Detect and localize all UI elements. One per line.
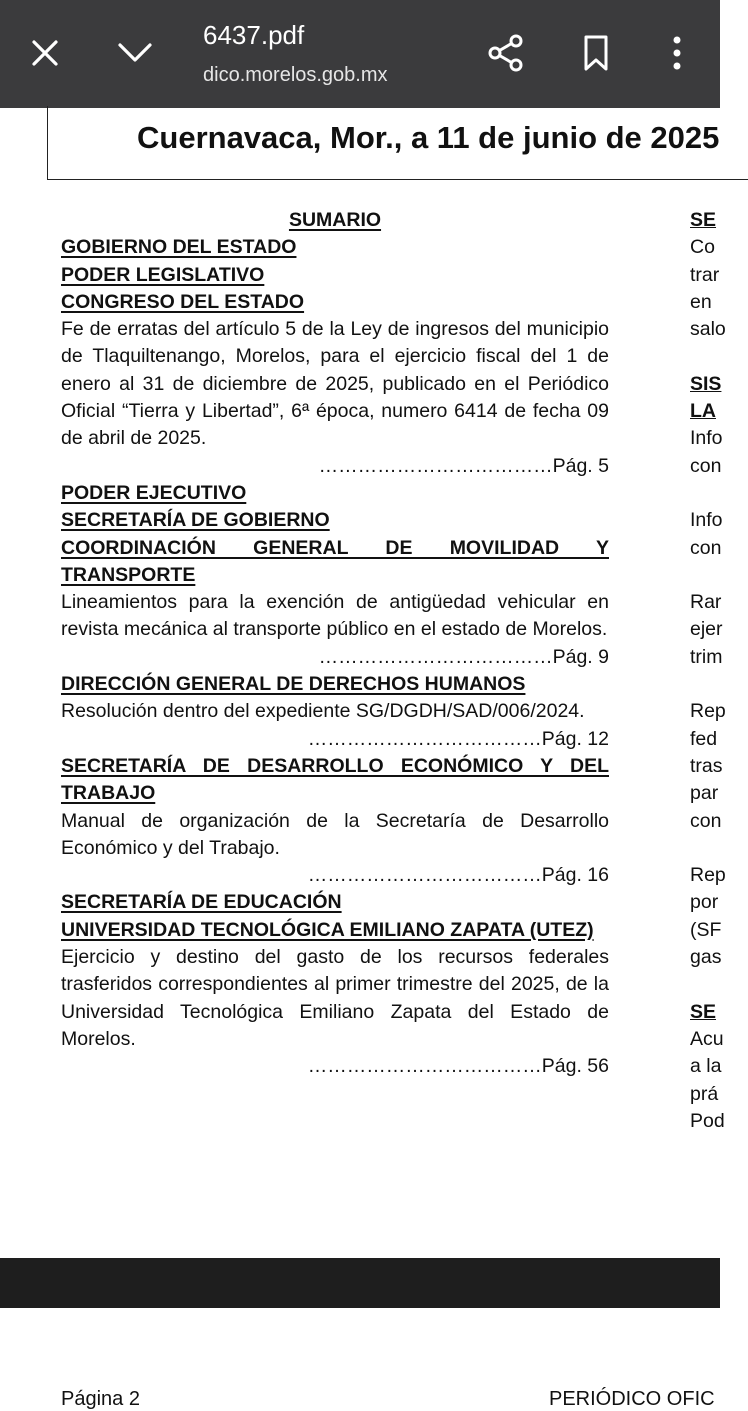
right-column-line: en [690, 290, 712, 313]
page-number: Página 2 [61, 1388, 140, 1410]
section-heading: CONGRESO DEL ESTADO [61, 290, 305, 313]
right-column-line: Acu [690, 1027, 724, 1050]
section-description: Ejercicio y destino del gasto de los recursos federales trasferidos correspondientes al primer trimestre del 2025, de la Universidad Tecnológica Emiliano Zapata del Estado de Morelos. [61, 946, 609, 1050]
right-column-line [690, 562, 730, 589]
section-heading: PODER EJECUTIVO [61, 481, 247, 504]
right-column-line [690, 480, 730, 507]
right-column-line: Rep [690, 700, 726, 723]
section-heading: SECRETARÍA DE EDUCACIÓN [61, 891, 342, 914]
section-heading: DIRECCIÓN GENERAL DE DERECHOS HUMANOS [61, 673, 526, 696]
page-header-box [47, 106, 748, 180]
right-column-line: LA [690, 400, 716, 423]
right-column-line: SE [690, 209, 717, 231]
right-column-line: fed [690, 727, 718, 750]
more-options-icon[interactable] [660, 30, 694, 76]
section-heading: COORDINACIÓN GENERAL DE MOVILIDAD Y TRANSPORTE [61, 536, 609, 586]
right-column-fragment [690, 207, 730, 1135]
section-description: Fe de erratas del artículo 5 de la Ley de ingresos del municipio de Tlaquiltenango, Morelos, para el ejercicio fiscal del 1 de enero al 31 de diciembre de 2025, publicado en el Periódico Oficial “Tierra y Libertad”, 6ª época, numero 6414 de fecha 09 de abril de 2025. [61, 318, 609, 450]
right-column-line: con [690, 536, 722, 559]
document-title: 6437.pdf [203, 20, 305, 50]
section-heading: SECRETARÍA DE GOBIERNO [61, 509, 330, 532]
section-description: Resolución dentro del expediente SG/DGDH/SAD/006/2024. [61, 700, 585, 723]
dateline: Cuernavaca, Mor., a 11 de junio de 2025 [137, 120, 720, 155]
publication-name: PERIÓDICO OFIC [549, 1388, 715, 1410]
section-heading: GOBIERNO DEL ESTADO [61, 236, 297, 259]
pdf-page [0, 108, 726, 1258]
page-reference[interactable]: ………………………………Pág. 12 [307, 727, 609, 750]
right-column-line: Co [690, 236, 715, 259]
sumario-column [61, 207, 609, 1081]
pdf-viewer-toolbar [0, 0, 720, 108]
next-page-footer [0, 1308, 720, 1411]
right-column-line: a la [690, 1055, 722, 1078]
right-column-line: con [690, 454, 722, 477]
right-column-line: gas [690, 946, 722, 969]
page-reference[interactable]: ………………………………Pág. 56 [307, 1055, 609, 1078]
right-column-line: (SF [690, 918, 722, 941]
section-heading: UNIVERSIDAD TECNOLÓGICA EMILIANO ZAPATA (UTEZ) [61, 918, 594, 941]
section-description: Lineamientos para la exención de antigüedad vehicular en revista mecánica al transporte público en el estado de Morelos. [61, 591, 609, 641]
sumario-title: SUMARIO [288, 209, 382, 231]
right-column-line: SIS [690, 372, 722, 395]
right-column-line: tras [690, 754, 723, 777]
right-column-line: salo [690, 318, 726, 341]
bookmark-icon[interactable] [576, 30, 616, 76]
right-column-line [690, 343, 730, 370]
right-column-line: prá [690, 1082, 719, 1105]
right-column-line: ejer [690, 618, 723, 641]
right-column-line: Rep [690, 864, 726, 887]
page-reference[interactable]: ………………………………Pág. 16 [307, 864, 609, 887]
page-reference[interactable]: ………………………………Pág. 5 [318, 454, 609, 477]
right-column-line [690, 835, 730, 862]
right-column-line [690, 671, 730, 698]
right-column-line [690, 971, 730, 998]
right-column-line: SE [690, 1000, 717, 1023]
right-column-line: Pod [690, 1109, 725, 1132]
page-reference[interactable]: ………………………………Pág. 9 [318, 645, 609, 668]
right-column-line: par [690, 782, 719, 805]
right-column-line: trar [690, 263, 720, 286]
right-column-line: trim [690, 645, 723, 668]
section-heading: SECRETARÍA DE DESARROLLO ECONÓMICO Y DEL TRABAJO [61, 754, 609, 805]
right-column-line: Info [690, 509, 723, 532]
right-column-line: con [690, 809, 722, 832]
section-description: Manual de organización de la Secretaría de Desarrollo Económico y del Trabajo. [61, 809, 609, 859]
right-column-line: Info [690, 427, 723, 450]
share-icon[interactable] [484, 30, 528, 76]
close-icon[interactable] [24, 32, 66, 74]
page-separator [0, 1258, 720, 1308]
right-column-line: por [690, 891, 719, 914]
right-column-line: Rar [690, 591, 722, 614]
section-heading: PODER LEGISLATIVO [61, 263, 265, 286]
chevron-down-icon[interactable] [112, 32, 158, 74]
document-source: dico.morelos.gob.mx [203, 64, 388, 86]
